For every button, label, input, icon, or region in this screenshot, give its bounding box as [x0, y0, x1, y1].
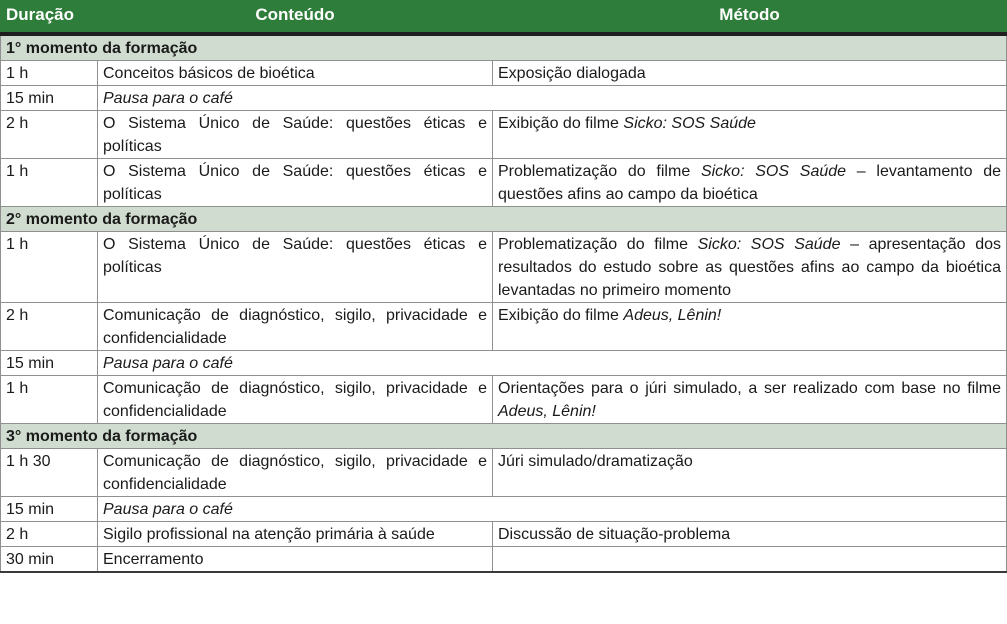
table-row	[1, 61, 1007, 86]
method-text-tail: – apresentação dos resultados do estudo sobre as questões afins ao campo da bioética levantadas no primeiro momento	[498, 236, 1001, 299]
content-cell: Encerramento	[98, 547, 493, 573]
table-row	[1, 376, 1007, 424]
method-text: Exibição do filme	[498, 307, 624, 324]
content-cell: O Sistema Único de Saúde: questões éticas e políticas	[98, 159, 493, 207]
method-text: Discussão de situação-problema	[498, 526, 731, 543]
section-title: 1° momento da formação	[1, 34, 1007, 61]
pause-cell: Pausa para o café	[98, 497, 1007, 522]
method-cell	[493, 232, 1007, 303]
method-cell	[493, 61, 1007, 86]
content-cell: Conceitos básicos de bioética	[98, 61, 493, 86]
method-cell	[493, 376, 1007, 424]
table-row	[1, 232, 1007, 303]
method-cell	[493, 522, 1007, 547]
film-title: Sicko: SOS Saúde	[623, 115, 756, 132]
content-cell: Comunicação de diagnóstico, sigilo, privacidade e confidencialidade	[98, 303, 493, 351]
table-row	[1, 303, 1007, 351]
content-cell: O Sistema Único de Saúde: questões éticas e políticas	[98, 232, 493, 303]
duration-cell: 2 h	[1, 111, 98, 159]
pause-cell: Pausa para o café	[98, 86, 1007, 111]
method-cell	[493, 303, 1007, 351]
duration-cell: 15 min	[1, 351, 98, 376]
table-row	[1, 522, 1007, 547]
section-row-2	[1, 207, 1007, 232]
duration-cell: 2 h	[1, 522, 98, 547]
duration-cell: 1 h	[1, 232, 98, 303]
method-cell	[493, 159, 1007, 207]
header-conteudo: Conteúdo	[98, 1, 493, 35]
section-title: 2° momento da formação	[1, 207, 1007, 232]
duration-cell: 1 h	[1, 61, 98, 86]
method-text-tail: – levantamento de questões afins ao campo da bioética	[498, 163, 1002, 203]
method-text: Problematização do filme	[498, 163, 701, 180]
table-row	[1, 86, 1007, 111]
method-cell	[493, 547, 1007, 573]
section-title: 3° momento da formação	[1, 424, 1007, 449]
duration-cell: 15 min	[1, 86, 98, 111]
table-row	[1, 449, 1007, 497]
section-row-3	[1, 424, 1007, 449]
table-row	[1, 159, 1007, 207]
table-row	[1, 497, 1007, 522]
duration-cell: 15 min	[1, 497, 98, 522]
header-row	[1, 1, 1007, 35]
duration-cell: 30 min	[1, 547, 98, 573]
table-row	[1, 111, 1007, 159]
duration-cell: 1 h	[1, 159, 98, 207]
method-text: Júri simulado/dramatização	[498, 453, 693, 470]
header-duracao: Duração	[1, 1, 98, 35]
method-text: Exibição do filme	[498, 115, 624, 132]
table-row	[1, 547, 1007, 573]
content-cell: Comunicação de diagnóstico, sigilo, privacidade e confidencialidade	[98, 449, 493, 497]
film-title: Sicko: SOS Saúde	[700, 163, 847, 180]
table-row	[1, 351, 1007, 376]
method-cell	[493, 111, 1007, 159]
method-text: Orientações para o júri simulado, a ser realizado com base no filme	[498, 380, 1001, 397]
film-title: Adeus, Lênin!	[623, 307, 722, 324]
duration-cell: 2 h	[1, 303, 98, 351]
method-text: Problematização do filme	[498, 236, 698, 253]
method-cell	[493, 449, 1007, 497]
header-metodo: Método	[493, 1, 1007, 35]
content-cell: Comunicação de diagnóstico, sigilo, privacidade e confidencialidade	[98, 376, 493, 424]
duration-cell: 1 h	[1, 376, 98, 424]
film-title: Adeus, Lênin!	[498, 403, 596, 420]
method-text: Exposição dialogada	[498, 65, 646, 82]
section-row-1	[1, 34, 1007, 61]
duration-cell: 1 h 30	[1, 449, 98, 497]
content-cell: O Sistema Único de Saúde: questões éticas e políticas	[98, 111, 493, 159]
pause-cell: Pausa para o café	[98, 351, 1007, 376]
content-cell: Sigilo profissional na atenção primária à saúde	[98, 522, 493, 547]
film-title: Sicko: SOS Saúde	[697, 236, 841, 253]
